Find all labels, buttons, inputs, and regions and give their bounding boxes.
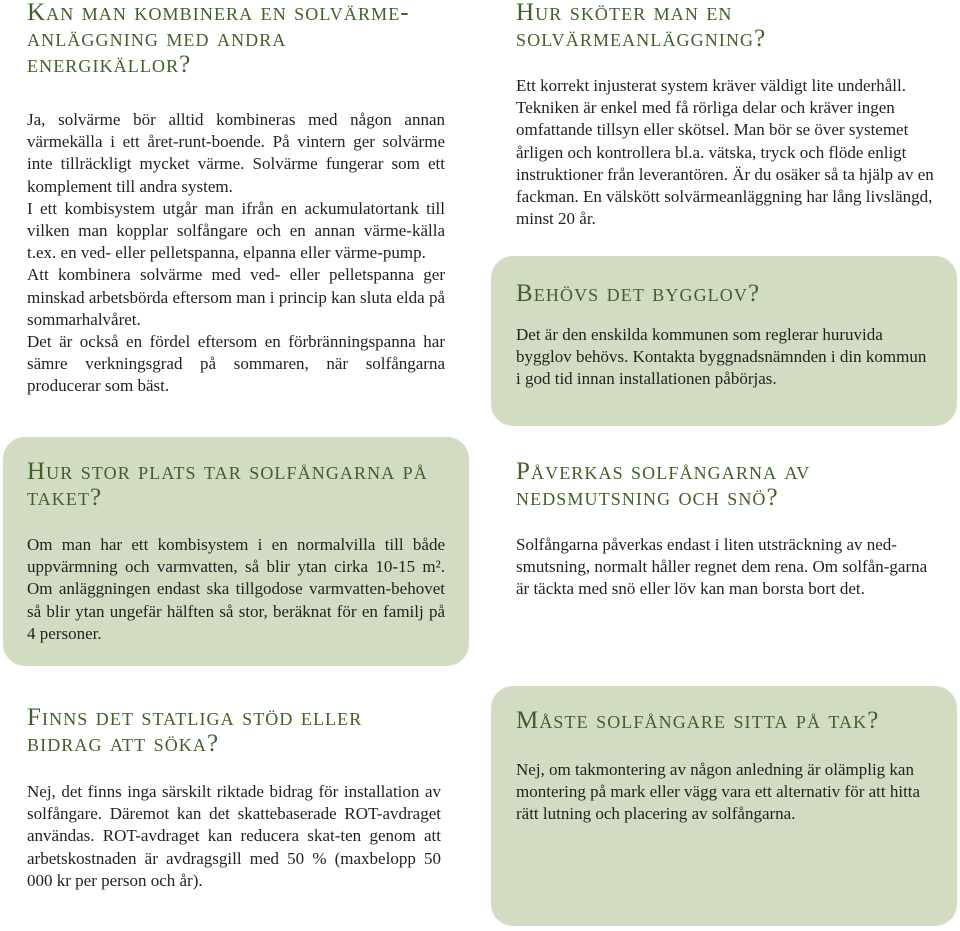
section-heading: Hur stor plats tar solfångarna på taket? [27, 458, 428, 511]
section-body [516, 759, 933, 826]
section-heading: Påverkas solfångarna av nedsmutsning och snö? [516, 458, 811, 511]
paragraph: Nej, det finns inga särskilt riktade bidrag för installation av solfångare. Däremot kan det skattebaserade ROT-avdraget användas. ROT-avdraget kan reducera skat-ten genom att arbetskostnaden är avdragsgill med 50 % (maxbelopp 50 000 kr per person och år). [27, 782, 441, 890]
paragraph: Om man har ett kombisystem i en normalvilla till både uppvärmning och varmvatten, så blir ytan cirka 10-15 m². Om anläggningen endast ska tillgodose varmvatten-behovet så blir ytan ungefär hälften så stor, beräknat för en familj på 4 personer. [27, 535, 445, 643]
section-heading: Kan man kombinera en solvärme-anläggning med andra energikällor? [27, 0, 410, 78]
section-body [27, 109, 445, 398]
paragraph: Det är också en fördel eftersom en förbränningspanna har sämre verkningsgrad på sommaren, när solfångarna producerar som bäst. [27, 332, 445, 396]
paragraph: I ett kombisystem utgår man ifrån en ackumulatortank till vilken man kopplar solfångare och en annan värme-källa t.ex. en ved- eller pelletspanna, elpanna eller värme-pump. [27, 198, 445, 263]
section-maintenance [516, 0, 936, 230]
section-heading: Hur sköter man en solvärmeanläggning? [516, 0, 767, 52]
section-combine [27, 0, 445, 398]
section-dirt [516, 459, 932, 601]
paragraph: Nej, om takmontering av någon anledning är olämplig kan montering på mark eller vägg vara ett alternativ för att hitta rätt lutning och placering av solfångarna. [516, 760, 921, 824]
section-support [27, 705, 441, 892]
paragraph: Att kombinera solvärme med ved- eller pelletspanna ger minskad arbetsbörda eftersom man i princip kan sluta elda på sommarhalvåret. [27, 265, 445, 329]
section-body [516, 534, 932, 601]
section-body [27, 534, 445, 645]
paragraph: Solfångarna påverkas endast i liten utsträckning av ned-smutsning, normalt håller regnet dem rena. Om solfån-garna är täckta med snö eller löv kan man borsta bort det. [516, 535, 928, 599]
paragraph: Ja, solvärme bör alltid kombineras med någon annan värmekälla i ett året-runt-boende. På vintern ger solvärme inte tillräckligt mycket värme. Solvärme fungerar som ett komplement till andra system. [27, 110, 445, 196]
section-heading: Finns det statliga stöd eller bidrag att söka? [27, 704, 363, 757]
section-body [516, 75, 936, 230]
section-body [516, 324, 933, 391]
section-permit [491, 256, 957, 426]
paragraph: Ett korrekt injusterat system kräver väldigt lite underhåll. Tekniken är enkel med få rörliga delar och kräver ingen omfattande tillsyn eller skötsel. Man bör se över systemet årligen och kontrollera bl.a. vätska, tryck och flöde enligt instruktioner från leverantören. Är du osäker så ta hjälp av en fackman. En välskött solvärmeanläggning har lång livslängd, minst 20 år. [516, 76, 934, 229]
section-heading: Måste solfångare sitta på tak? [516, 707, 880, 734]
paragraph: Det är den enskilda kommunen som reglerar huruvida bygglov behövs. Kontakta byggnadsnämnden i din kommun i god tid innan installationen påbörjas. [516, 325, 927, 389]
section-roof [491, 686, 957, 926]
section-space [3, 437, 469, 666]
section-heading: Behövs det bygglov? [516, 280, 761, 307]
section-body [27, 781, 441, 892]
